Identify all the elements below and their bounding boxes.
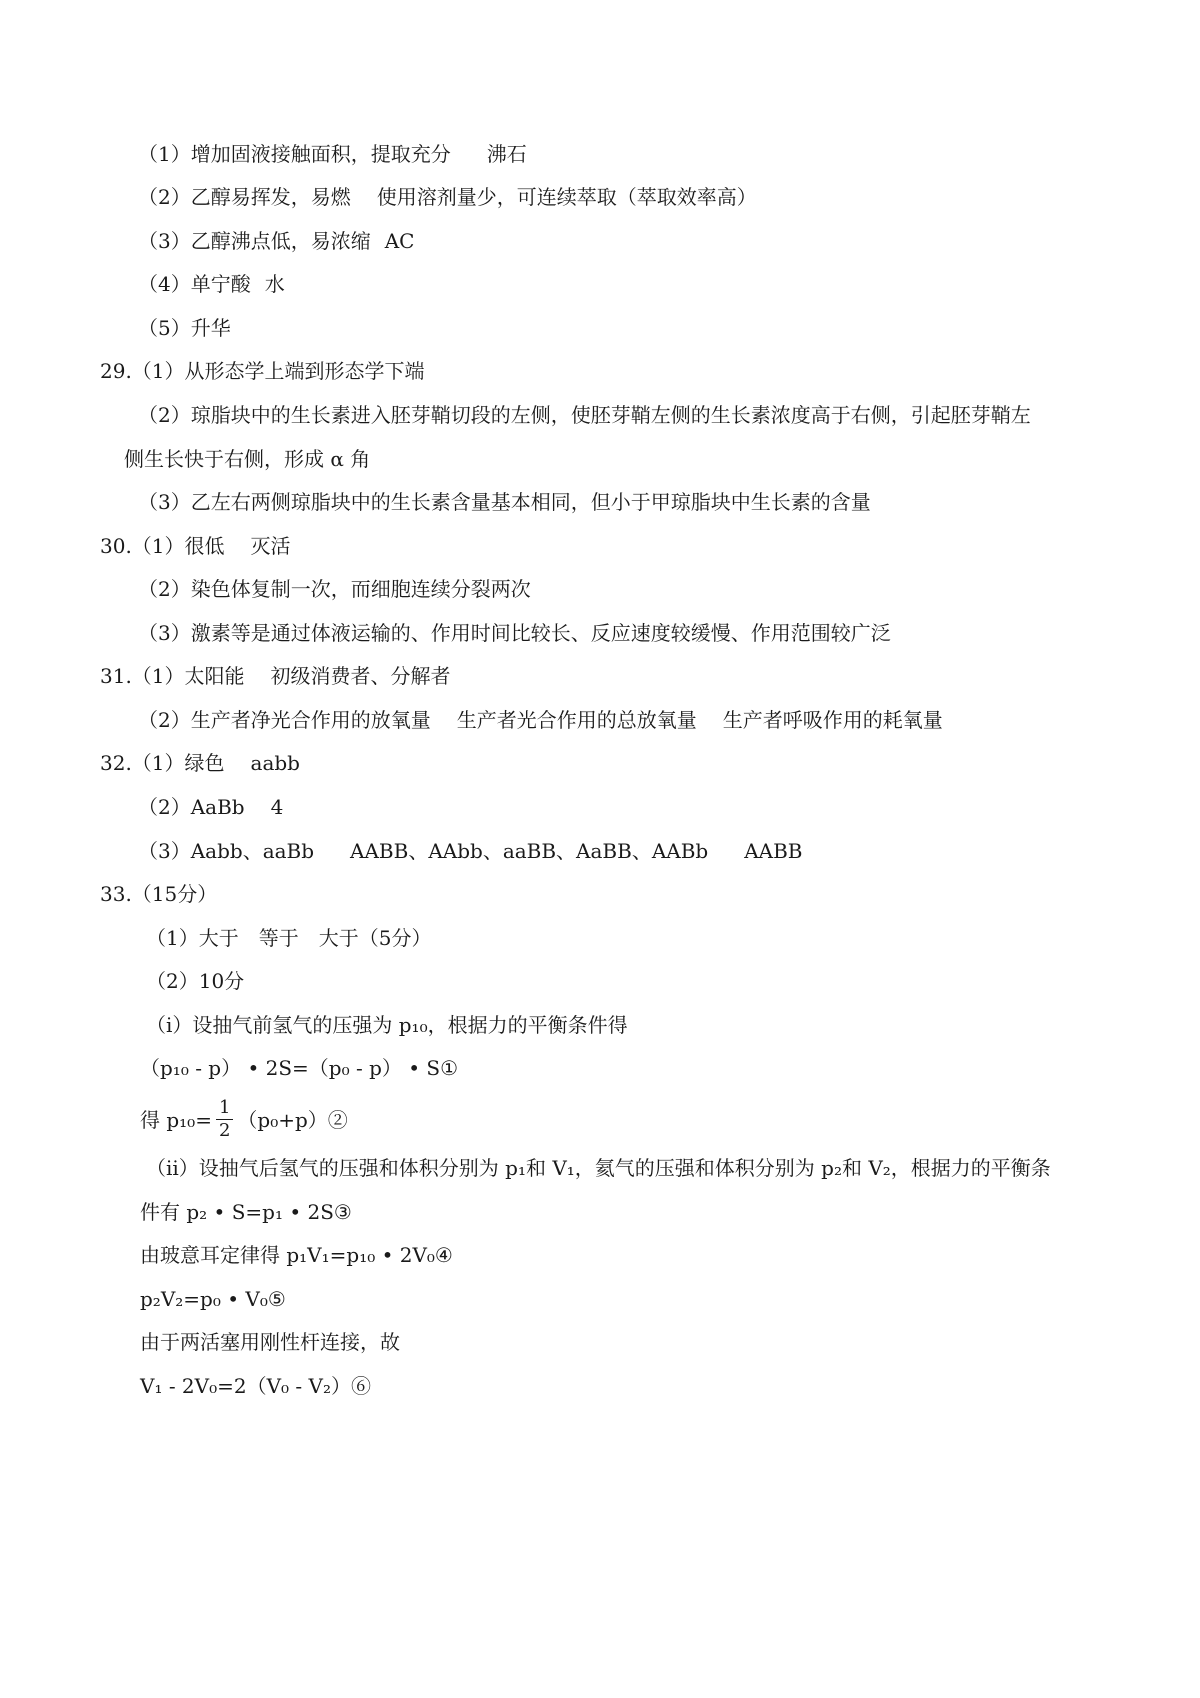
answer-32-2: （2）AaBb 4 xyxy=(138,795,284,819)
answer-29-3: （3）乙左右两侧琼脂块中的生长素含量基本相同，但小于甲琼脂块中生长素的含量 xyxy=(138,490,871,514)
equation-3: 件有 p₂ • S=p₁ • 2S③ xyxy=(140,1200,352,1224)
fraction-one-half: $\frac{1}{2}$ xyxy=(216,1097,233,1142)
answer-32-1: 32.（1）绿色 aabb xyxy=(100,751,300,775)
answer-28-4: （4）单宁酸 水 xyxy=(138,272,285,296)
answer-30-3: （3）激素等是通过体液运输的、作用时间比较长、反应速度较缓慢、作用范围较广泛 xyxy=(138,621,891,645)
answer-31-2: （2）生产者净光合作用的放氧量 生产者光合作用的总放氧量 生产者呼吸作用的耗氧量 xyxy=(138,708,943,732)
answer-29-2-cont: 侧生长快于右侧，形成 α 角 xyxy=(124,447,371,471)
answer-30-1: 30.（1）很低 灭活 xyxy=(100,534,291,558)
answer-28-2: （2）乙醇易挥发，易燃 使用溶剂量少，可连续萃取（萃取效率高） xyxy=(138,185,757,209)
answer-33-2: （2）10分 xyxy=(146,969,245,993)
answer-29-2: （2）琼脂块中的生长素进入胚芽鞘切段的左侧，使胚芽鞘左侧的生长素浓度高于右侧，引起胚芽鞘左 xyxy=(138,403,1031,427)
equation-1: （p₁₀ - p） • 2S=（p₀ - p） • S① xyxy=(140,1056,459,1080)
answer-28-1: （1）增加固液接触面积，提取充分 沸石 xyxy=(138,142,527,166)
equation-4: 由玻意耳定律得 p₁V₁=p₁₀ • 2V₀④ xyxy=(140,1243,453,1267)
answer-29-1: 29.（1）从形态学上端到形态学下端 xyxy=(100,359,425,383)
equation-2: 得 p₁₀= $\frac{1}{2}$ （p₀+p）② xyxy=(140,1097,348,1141)
answer-32-3: （3）Aabb、aaBb AABB、AAbb、aaBB、AaBB、AABb AABB xyxy=(138,839,803,863)
equation-5: p₂V₂=p₀ • V₀⑤ xyxy=(140,1287,286,1311)
answer-31-1: 31.（1）太阳能 初级消费者、分解者 xyxy=(100,664,451,688)
answer-33-i: （i）设抽气前氢气的压强为 p₁₀，根据力的平衡条件得 xyxy=(146,1013,628,1037)
answer-33-header: 33.（15分） xyxy=(100,882,218,906)
answer-33-rod: 由于两活塞用刚性杆连接，故 xyxy=(140,1330,400,1354)
answer-33-1: （1）大于 等于 大于（5分） xyxy=(146,926,432,950)
answer-28-5: （5）升华 xyxy=(138,316,231,340)
equation-6: V₁ - 2V₀=2（V₀ - V₂）⑥ xyxy=(140,1374,371,1398)
answer-28-3: （3）乙醇沸点低，易浓缩 AC xyxy=(138,229,415,253)
answer-30-2: （2）染色体复制一次，而细胞连续分裂两次 xyxy=(138,577,531,601)
answer-33-ii: （ii）设抽气后氢气的压强和体积分别为 p₁和 V₁，氦气的压强和体积分别为 p₂和 V₂，根据力的平衡条 xyxy=(146,1156,1051,1180)
